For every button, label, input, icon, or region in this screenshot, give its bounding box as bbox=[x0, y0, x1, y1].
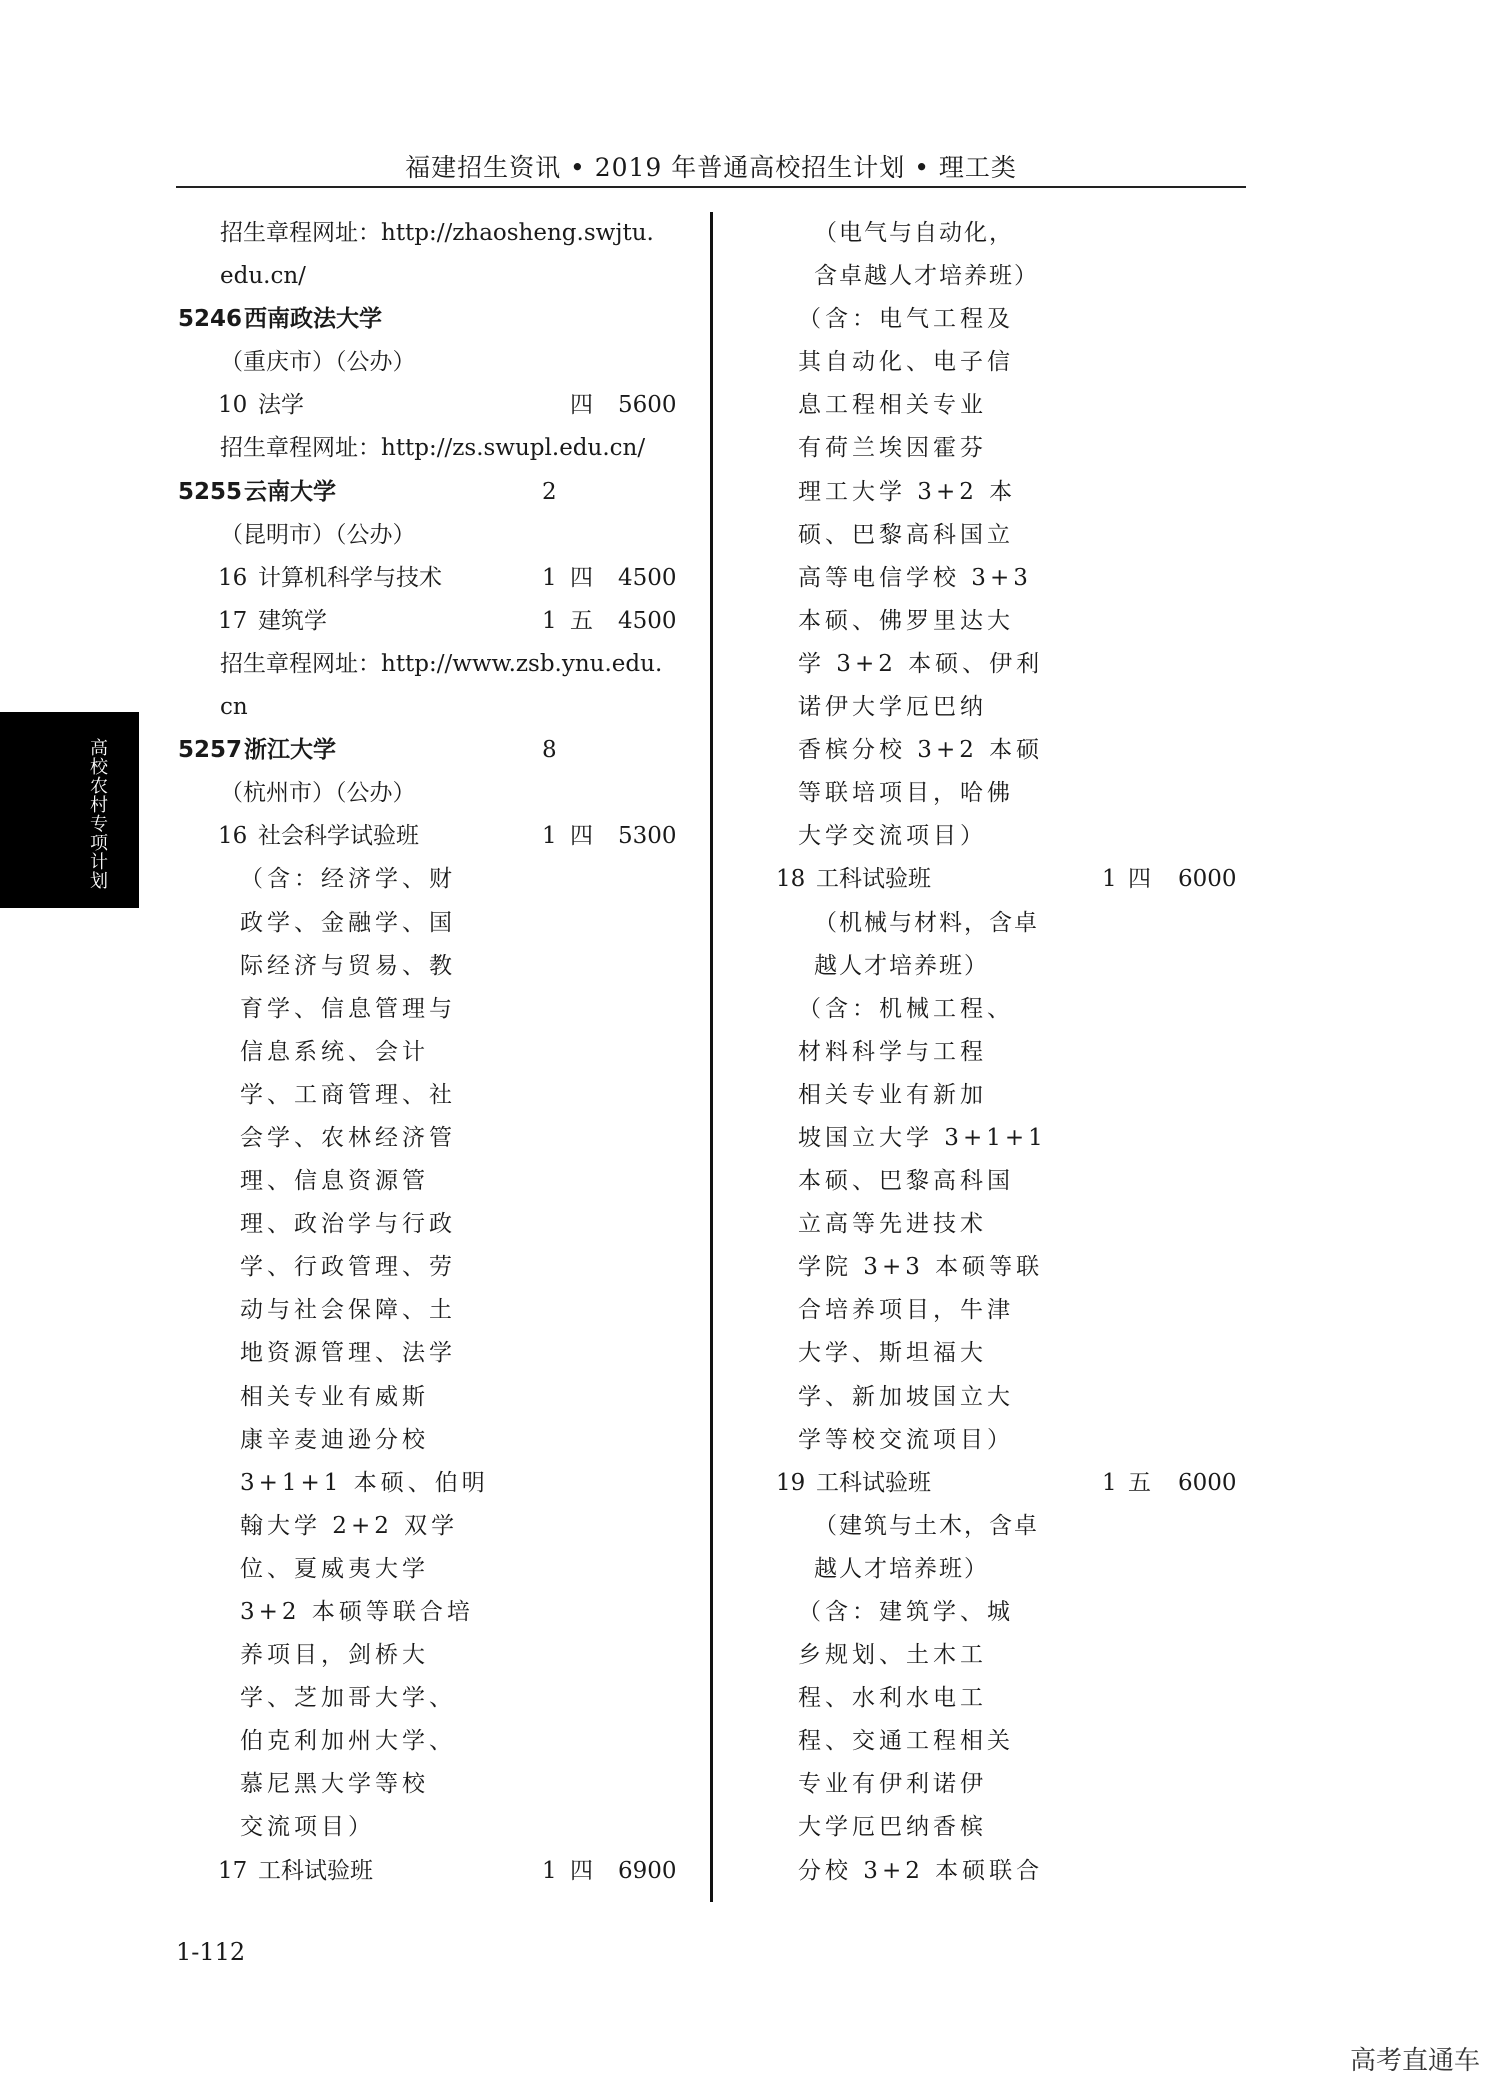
major-note: 政学、金融学、国 bbox=[240, 909, 456, 936]
school-location: （重庆市）（公办） bbox=[220, 349, 416, 376]
school-quota: 8 bbox=[542, 737, 557, 764]
major-note: 合培养项目，牛津 bbox=[798, 1297, 1014, 1324]
school-name: 西南政法大学 bbox=[244, 306, 382, 333]
major-note: 位、夏威夷大学 bbox=[240, 1555, 429, 1582]
school-name: 浙江大学 bbox=[244, 737, 336, 764]
major-row bbox=[178, 1850, 698, 1893]
page-number: 1-112 bbox=[176, 1938, 246, 1966]
running-header: 福建招生资讯 • 2019 年普通高校招生计划 • 理工类 bbox=[405, 153, 1017, 182]
major-note: 慕尼黑大学等校 bbox=[240, 1771, 429, 1798]
major-note: 有荷兰埃因霍芬 bbox=[798, 435, 987, 462]
major-note: 会学、农林经济管 bbox=[240, 1124, 456, 1151]
school-entry bbox=[178, 298, 698, 341]
major-row bbox=[776, 858, 1246, 901]
major-note: 息工程相关专业 bbox=[798, 392, 987, 419]
major-tuition: 5300 bbox=[618, 823, 677, 850]
major-code: 17 bbox=[218, 1857, 248, 1884]
major-tuition: 6000 bbox=[1178, 1469, 1237, 1496]
major-note: 其自动化、电子信 bbox=[798, 349, 1014, 376]
major-note: 相关专业有新加 bbox=[798, 1081, 987, 1108]
major-row bbox=[178, 557, 698, 600]
major-note: 乡规划、土木工 bbox=[798, 1642, 987, 1669]
major-subtitle: （机械与材料，含卓 bbox=[814, 909, 1039, 936]
major-note: 动与社会保障、土 bbox=[240, 1297, 456, 1324]
major-note: 理、政治学与行政 bbox=[240, 1211, 456, 1238]
major-quota: 1 bbox=[1102, 1469, 1117, 1496]
major-name: 建筑学 bbox=[258, 607, 327, 634]
major-note: 3+1+1 本硕、伯明 bbox=[240, 1469, 489, 1496]
major-quota: 1 bbox=[542, 823, 557, 850]
major-note: 学、新加坡国立大 bbox=[798, 1383, 1014, 1410]
major-note: 程、水利水电工 bbox=[798, 1685, 987, 1712]
watermark: 高考直通车 bbox=[1349, 2046, 1480, 2076]
major-duration: 四 bbox=[570, 392, 593, 419]
major-tuition: 4500 bbox=[618, 607, 677, 634]
major-duration: 四 bbox=[570, 823, 593, 850]
major-note: 养项目，剑桥大 bbox=[240, 1642, 429, 1669]
major-note: （含：机械工程、 bbox=[798, 995, 1014, 1022]
major-duration: 四 bbox=[570, 1857, 593, 1884]
major-note: 本硕、巴黎高科国 bbox=[798, 1168, 1014, 1195]
major-note: 学、行政管理、劳 bbox=[240, 1254, 456, 1281]
major-note: 材料科学与工程 bbox=[798, 1038, 987, 1065]
major-note: 翰大学 2+2 双学 bbox=[240, 1512, 459, 1539]
major-quota: 1 bbox=[1102, 866, 1117, 893]
right-column bbox=[776, 212, 1246, 1893]
major-subtitle: （电气与自动化， bbox=[814, 220, 1014, 246]
major-note: 相关专业有威斯 bbox=[240, 1383, 429, 1410]
major-note: 等联培项目，哈佛 bbox=[798, 780, 1014, 807]
major-note: 康辛麦迪逊分校 bbox=[240, 1426, 429, 1453]
major-name: 工科试验班 bbox=[816, 866, 931, 893]
major-note: 学、工商管理、社 bbox=[240, 1081, 456, 1108]
side-section-tab bbox=[0, 712, 139, 908]
admission-url: 招生章程网址：http://zs.swupl.edu.cn/ bbox=[220, 435, 646, 462]
major-note: 本硕、佛罗里达大 bbox=[798, 607, 1014, 634]
school-name: 云南大学 bbox=[244, 478, 336, 505]
major-subtitle: 越人才培养班） bbox=[814, 952, 989, 979]
school-location: （昆明市）（公办） bbox=[220, 521, 416, 548]
major-tuition: 4500 bbox=[618, 564, 677, 591]
major-quota: 1 bbox=[542, 607, 557, 634]
major-name: 法学 bbox=[258, 392, 304, 419]
major-note: （含：经济学、财 bbox=[240, 866, 456, 893]
major-note: 际经济与贸易、教 bbox=[240, 952, 456, 979]
major-tuition: 6000 bbox=[1178, 866, 1237, 893]
school-location: （杭州市）（公办） bbox=[220, 780, 416, 807]
major-note: （含：电气工程及 bbox=[798, 306, 1014, 333]
major-note: 分校 3+2 本硕联合 bbox=[798, 1857, 1044, 1884]
major-subtitle: 含卓越人才培养班） bbox=[814, 263, 1039, 290]
major-note: 程、交通工程相关 bbox=[798, 1728, 1014, 1755]
major-note: 学等校交流项目） bbox=[798, 1426, 1014, 1453]
admission-url: 招生章程网址：http://zhaosheng.swjtu. bbox=[220, 220, 654, 246]
major-note: 大学、斯坦福大 bbox=[798, 1340, 987, 1367]
admission-url: edu.cn/ bbox=[220, 263, 306, 290]
major-row bbox=[178, 384, 698, 427]
major-note: 信息系统、会计 bbox=[240, 1038, 429, 1065]
school-entry bbox=[178, 471, 698, 514]
major-note: 硕、巴黎高科国立 bbox=[798, 521, 1014, 548]
major-note: 地资源管理、法学 bbox=[240, 1340, 456, 1367]
major-name: 社会科学试验班 bbox=[258, 823, 419, 850]
major-code: 18 bbox=[776, 866, 806, 893]
major-quota: 1 bbox=[542, 564, 557, 591]
major-note: （含：建筑学、城 bbox=[798, 1599, 1014, 1625]
school-entry bbox=[178, 729, 698, 772]
major-note: 立高等先进技术 bbox=[798, 1211, 987, 1238]
major-code: 16 bbox=[218, 823, 248, 850]
major-note: 高等电信学校 3+3 bbox=[798, 564, 1032, 591]
major-quota: 1 bbox=[542, 1857, 557, 1884]
major-note: 伯克利加州大学、 bbox=[240, 1728, 456, 1755]
admission-url: cn bbox=[220, 694, 248, 721]
major-note: 大学厄巴纳香槟 bbox=[798, 1814, 987, 1841]
school-code: 5257 bbox=[178, 737, 243, 764]
major-row bbox=[178, 600, 698, 643]
column-divider bbox=[710, 212, 713, 1902]
major-note: 理工大学 3+2 本 bbox=[798, 478, 1017, 505]
major-note: 学 3+2 本硕、伊利 bbox=[798, 650, 1044, 677]
major-duration: 四 bbox=[1128, 866, 1151, 893]
major-note: 理、信息资源管 bbox=[240, 1168, 429, 1195]
major-name: 工科试验班 bbox=[816, 1469, 931, 1496]
major-duration: 五 bbox=[570, 607, 593, 634]
school-code: 5246 bbox=[178, 306, 243, 333]
major-note: 专业有伊利诺伊 bbox=[798, 1771, 987, 1798]
admission-url: 招生章程网址：http://www.zsb.ynu.edu. bbox=[220, 650, 663, 677]
major-note: 3+2 本硕等联合培 bbox=[240, 1599, 474, 1625]
major-name: 计算机科学与技术 bbox=[258, 564, 442, 591]
major-note: 香槟分校 3+2 本硕 bbox=[798, 737, 1044, 764]
major-subtitle: （建筑与土木，含卓 bbox=[814, 1512, 1039, 1539]
header-rule bbox=[176, 186, 1246, 188]
major-code: 17 bbox=[218, 607, 248, 634]
major-tuition: 6900 bbox=[618, 1857, 677, 1884]
major-note: 学、芝加哥大学、 bbox=[240, 1685, 456, 1712]
major-code: 19 bbox=[776, 1469, 806, 1496]
major-code: 16 bbox=[218, 564, 248, 591]
major-row bbox=[776, 1462, 1246, 1505]
major-note: 诺伊大学厄巴纳 bbox=[798, 694, 987, 721]
major-tuition: 5600 bbox=[618, 392, 677, 419]
school-quota: 2 bbox=[542, 478, 557, 505]
major-code: 10 bbox=[218, 392, 248, 419]
school-code: 5255 bbox=[178, 478, 243, 505]
major-subtitle: 越人才培养班） bbox=[814, 1555, 989, 1582]
major-note: 大学交流项目） bbox=[798, 823, 987, 850]
left-column bbox=[178, 212, 698, 1893]
major-row bbox=[178, 815, 698, 858]
major-note: 交流项目） bbox=[240, 1814, 375, 1841]
major-note: 育学、信息管理与 bbox=[240, 995, 456, 1022]
major-name: 工科试验班 bbox=[258, 1857, 373, 1884]
major-note: 坡国立大学 3+1+1 bbox=[798, 1124, 1047, 1151]
major-note: 学院 3+3 本硕等联 bbox=[798, 1254, 1044, 1281]
side-tab-label: 高校农村专项计划 bbox=[87, 738, 108, 890]
major-duration: 五 bbox=[1128, 1469, 1151, 1496]
major-duration: 四 bbox=[570, 564, 593, 591]
